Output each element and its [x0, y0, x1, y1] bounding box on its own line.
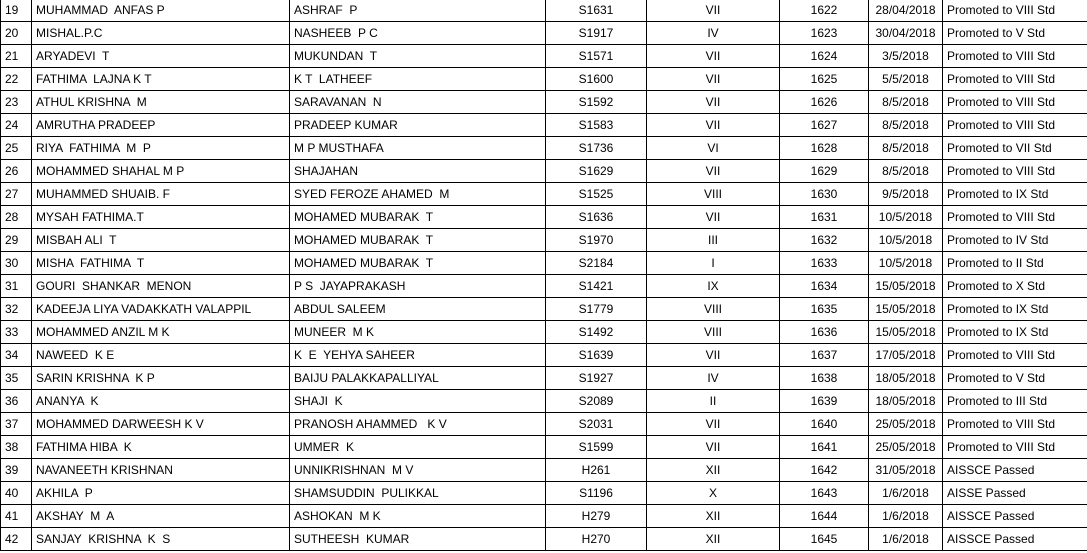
serial-number-cell: 30 — [1, 252, 32, 275]
table-row — [1, 367, 1087, 390]
tc-number-cell: 1643 — [780, 482, 869, 505]
table-row — [1, 68, 1087, 91]
serial-number-cell: 21 — [1, 45, 32, 68]
admission-number-cell: S1571 — [546, 45, 647, 68]
serial-number-cell: 33 — [1, 321, 32, 344]
student-name-cell: MOHAMMED ANZIL M K — [32, 321, 290, 344]
date-cell: 3/5/2018 — [869, 45, 943, 68]
admission-number-cell: S1970 — [546, 229, 647, 252]
table-row — [1, 160, 1087, 183]
remarks-cell: Promoted to V Std — [943, 22, 1087, 45]
tc-number-cell: 1645 — [780, 528, 869, 551]
tc-number-cell: 1625 — [780, 68, 869, 91]
admission-number-cell: S1196 — [546, 482, 647, 505]
remarks-cell: Promoted to V Std — [943, 367, 1087, 390]
student-name-cell: SARIN KRISHNA K P — [32, 367, 290, 390]
serial-number-cell: 35 — [1, 367, 32, 390]
class-cell: XII — [647, 528, 780, 551]
date-cell: 8/5/2018 — [869, 160, 943, 183]
student-name-cell: ARYADEVI T — [32, 45, 290, 68]
remarks-cell: Promoted to VIII Std — [943, 413, 1087, 436]
admission-number-cell: S1592 — [546, 91, 647, 114]
date-cell: 9/5/2018 — [869, 183, 943, 206]
class-cell: XII — [647, 505, 780, 528]
student-name-cell: AKHILA P — [32, 482, 290, 505]
parent-name-cell: MOHAMED MUBARAK T — [290, 252, 546, 275]
student-name-cell: NAVANEETH KRISHNAN — [32, 459, 290, 482]
parent-name-cell: SUTHEESH KUMAR — [290, 528, 546, 551]
parent-name-cell: SYED FEROZE AHAMED M — [290, 183, 546, 206]
parent-name-cell: ASHOKAN M K — [290, 505, 546, 528]
admission-number-cell: S2031 — [546, 413, 647, 436]
class-cell: I — [647, 252, 780, 275]
class-cell: IV — [647, 22, 780, 45]
admission-number-cell: S1421 — [546, 275, 647, 298]
class-cell: IX — [647, 275, 780, 298]
serial-number-cell: 41 — [1, 505, 32, 528]
date-cell: 25/05/2018 — [869, 436, 943, 459]
class-cell: VII — [647, 114, 780, 137]
tc-number-cell: 1628 — [780, 137, 869, 160]
table-row — [1, 22, 1087, 45]
admission-number-cell: S1629 — [546, 160, 647, 183]
student-name-cell: MOHAMMED DARWEESH K V — [32, 413, 290, 436]
tc-number-cell: 1640 — [780, 413, 869, 436]
admission-number-cell: S1492 — [546, 321, 647, 344]
table-row — [1, 459, 1087, 482]
serial-number-cell: 36 — [1, 390, 32, 413]
admission-number-cell: S1636 — [546, 206, 647, 229]
parent-name-cell: ABDUL SALEEM — [290, 298, 546, 321]
table-row — [1, 505, 1087, 528]
parent-name-cell: SHAJAHAN — [290, 160, 546, 183]
serial-number-cell: 38 — [1, 436, 32, 459]
date-cell: 28/04/2018 — [869, 0, 943, 22]
student-name-cell: FATHIMA HIBA K — [32, 436, 290, 459]
table-row — [1, 137, 1087, 160]
serial-number-cell: 31 — [1, 275, 32, 298]
parent-name-cell: SHAMSUDDIN PULIKKAL — [290, 482, 546, 505]
date-cell: 17/05/2018 — [869, 344, 943, 367]
student-name-cell: FATHIMA LAJNA K T — [32, 68, 290, 91]
class-cell: VII — [647, 206, 780, 229]
remarks-cell: Promoted to VIII Std — [943, 45, 1087, 68]
class-cell: VIII — [647, 298, 780, 321]
tc-number-cell: 1632 — [780, 229, 869, 252]
date-cell: 1/6/2018 — [869, 528, 943, 551]
remarks-cell: Promoted to VIII Std — [943, 160, 1087, 183]
table-row — [1, 344, 1087, 367]
class-cell: X — [647, 482, 780, 505]
remarks-cell: Promoted to VII Std — [943, 137, 1087, 160]
student-name-cell: ATHUL KRISHNA M — [32, 91, 290, 114]
date-cell: 8/5/2018 — [869, 91, 943, 114]
student-name-cell: GOURI SHANKAR MENON — [32, 275, 290, 298]
admission-number-cell: S1736 — [546, 137, 647, 160]
parent-name-cell: MOHAMED MUBARAK T — [290, 206, 546, 229]
table-row — [1, 528, 1087, 551]
admission-number-cell: S2089 — [546, 390, 647, 413]
table-row — [1, 0, 1087, 22]
remarks-cell: Promoted to VIII Std — [943, 436, 1087, 459]
tc-number-cell: 1633 — [780, 252, 869, 275]
date-cell: 31/05/2018 — [869, 459, 943, 482]
student-name-cell: SANJAY KRISHNA K S — [32, 528, 290, 551]
date-cell: 8/5/2018 — [869, 137, 943, 160]
admission-number-cell: S1600 — [546, 68, 647, 91]
date-cell: 8/5/2018 — [869, 114, 943, 137]
serial-number-cell: 23 — [1, 91, 32, 114]
student-name-cell: AMRUTHA PRADEEP — [32, 114, 290, 137]
admission-number-cell: S1779 — [546, 298, 647, 321]
serial-number-cell: 29 — [1, 229, 32, 252]
parent-name-cell: UNNIKRISHNAN M V — [290, 459, 546, 482]
date-cell: 18/05/2018 — [869, 367, 943, 390]
parent-name-cell: MOHAMED MUBARAK T — [290, 229, 546, 252]
student-name-cell: MYSAH FATHIMA.T — [32, 206, 290, 229]
table-row — [1, 114, 1087, 137]
tc-number-cell: 1622 — [780, 0, 869, 22]
remarks-cell: Promoted to IX Std — [943, 298, 1087, 321]
class-cell: III — [647, 229, 780, 252]
serial-number-cell: 25 — [1, 137, 32, 160]
remarks-cell: Promoted to VIII Std — [943, 114, 1087, 137]
admission-number-cell: S1583 — [546, 114, 647, 137]
parent-name-cell: MUKUNDAN T — [290, 45, 546, 68]
class-cell: VII — [647, 436, 780, 459]
date-cell: 15/05/2018 — [869, 275, 943, 298]
admission-number-cell: H261 — [546, 459, 647, 482]
admission-number-cell: S1917 — [546, 22, 647, 45]
serial-number-cell: 34 — [1, 344, 32, 367]
tc-number-cell: 1635 — [780, 298, 869, 321]
tc-number-cell: 1627 — [780, 114, 869, 137]
parent-name-cell: K E YEHYA SAHEER — [290, 344, 546, 367]
tc-number-cell: 1637 — [780, 344, 869, 367]
tc-number-cell: 1644 — [780, 505, 869, 528]
table-row — [1, 482, 1087, 505]
remarks-cell: Promoted to VIII Std — [943, 0, 1087, 22]
student-name-cell: MISBAH ALI T — [32, 229, 290, 252]
parent-name-cell: UMMER K — [290, 436, 546, 459]
admission-number-cell: H270 — [546, 528, 647, 551]
date-cell: 1/6/2018 — [869, 482, 943, 505]
parent-name-cell: SARAVANAN N — [290, 91, 546, 114]
class-cell: XII — [647, 459, 780, 482]
class-cell: VIII — [647, 183, 780, 206]
admission-number-cell: S1599 — [546, 436, 647, 459]
date-cell: 10/5/2018 — [869, 206, 943, 229]
table-row — [1, 275, 1087, 298]
table-row — [1, 390, 1087, 413]
admission-number-cell: H279 — [546, 505, 647, 528]
date-cell: 10/5/2018 — [869, 252, 943, 275]
student-name-cell: MOHAMMED SHAHAL M P — [32, 160, 290, 183]
table-row — [1, 413, 1087, 436]
class-cell: VII — [647, 45, 780, 68]
table-row — [1, 252, 1087, 275]
tc-number-cell: 1629 — [780, 160, 869, 183]
parent-name-cell: P S JAYAPRAKASH — [290, 275, 546, 298]
class-cell: VII — [647, 0, 780, 22]
class-cell: VII — [647, 91, 780, 114]
serial-number-cell: 22 — [1, 68, 32, 91]
serial-number-cell: 42 — [1, 528, 32, 551]
tc-number-cell: 1631 — [780, 206, 869, 229]
remarks-cell: AISSCE Passed — [943, 505, 1087, 528]
tc-number-cell: 1639 — [780, 390, 869, 413]
admission-number-cell: S2184 — [546, 252, 647, 275]
tc-number-cell: 1638 — [780, 367, 869, 390]
class-cell: VIII — [647, 321, 780, 344]
student-name-cell: AKSHAY M A — [32, 505, 290, 528]
tc-number-cell: 1641 — [780, 436, 869, 459]
admission-number-cell: S1631 — [546, 0, 647, 22]
serial-number-cell: 19 — [1, 0, 32, 22]
table-row — [1, 321, 1087, 344]
remarks-cell: Promoted to IV Std — [943, 229, 1087, 252]
tc-number-cell: 1624 — [780, 45, 869, 68]
class-cell: VII — [647, 160, 780, 183]
parent-name-cell: BAIJU PALAKKAPALLIYAL — [290, 367, 546, 390]
serial-number-cell: 39 — [1, 459, 32, 482]
admission-number-cell: S1525 — [546, 183, 647, 206]
class-cell: II — [647, 390, 780, 413]
table-row — [1, 206, 1087, 229]
remarks-cell: Promoted to IX Std — [943, 321, 1087, 344]
remarks-cell: Promoted to X Std — [943, 275, 1087, 298]
parent-name-cell: PRANOSH AHAMMED K V — [290, 413, 546, 436]
parent-name-cell: NASHEEB P C — [290, 22, 546, 45]
serial-number-cell: 20 — [1, 22, 32, 45]
remarks-cell: Promoted to IX Std — [943, 183, 1087, 206]
parent-name-cell: SHAJI K — [290, 390, 546, 413]
serial-number-cell: 26 — [1, 160, 32, 183]
serial-number-cell: 24 — [1, 114, 32, 137]
table-row — [1, 183, 1087, 206]
date-cell: 30/04/2018 — [869, 22, 943, 45]
remarks-cell: Promoted to VIII Std — [943, 206, 1087, 229]
admission-number-cell: S1639 — [546, 344, 647, 367]
serial-number-cell: 32 — [1, 298, 32, 321]
date-cell: 1/6/2018 — [869, 505, 943, 528]
tc-number-cell: 1642 — [780, 459, 869, 482]
student-name-cell: RIYA FATHIMA M P — [32, 137, 290, 160]
date-cell: 15/05/2018 — [869, 321, 943, 344]
date-cell: 5/5/2018 — [869, 68, 943, 91]
table-body — [1, 0, 1087, 551]
student-name-cell: NAWEED K E — [32, 344, 290, 367]
table-row — [1, 298, 1087, 321]
remarks-cell: AISSCE Passed — [943, 459, 1087, 482]
remarks-cell: Promoted to VIII Std — [943, 344, 1087, 367]
date-cell: 18/05/2018 — [869, 390, 943, 413]
student-name-cell: MUHAMMAD ANFAS P — [32, 0, 290, 22]
remarks-cell: Promoted to VIII Std — [943, 68, 1087, 91]
tc-number-cell: 1636 — [780, 321, 869, 344]
parent-name-cell: ASHRAF P — [290, 0, 546, 22]
table-row — [1, 45, 1087, 68]
serial-number-cell: 27 — [1, 183, 32, 206]
class-cell: VII — [647, 68, 780, 91]
tc-number-cell: 1626 — [780, 91, 869, 114]
remarks-cell: Promoted to II Std — [943, 252, 1087, 275]
student-name-cell: KADEEJA LIYA VADAKKATH VALAPPIL — [32, 298, 290, 321]
student-name-cell: ANANYA K — [32, 390, 290, 413]
admission-number-cell: S1927 — [546, 367, 647, 390]
date-cell: 10/5/2018 — [869, 229, 943, 252]
remarks-cell: Promoted to III Std — [943, 390, 1087, 413]
table-row — [1, 436, 1087, 459]
student-name-cell: MISHAL.P.C — [32, 22, 290, 45]
table-row — [1, 229, 1087, 252]
class-cell: IV — [647, 367, 780, 390]
tc-number-cell: 1634 — [780, 275, 869, 298]
parent-name-cell: K T LATHEEF — [290, 68, 546, 91]
student-name-cell: MUHAMMED SHUAIB. F — [32, 183, 290, 206]
parent-name-cell: PRADEEP KUMAR — [290, 114, 546, 137]
remarks-cell: AISSCE Passed — [943, 528, 1087, 551]
serial-number-cell: 40 — [1, 482, 32, 505]
date-cell: 15/05/2018 — [869, 298, 943, 321]
parent-name-cell: MUNEER M K — [290, 321, 546, 344]
table-row — [1, 91, 1087, 114]
date-cell: 25/05/2018 — [869, 413, 943, 436]
remarks-cell: Promoted to VIII Std — [943, 91, 1087, 114]
tc-number-cell: 1630 — [780, 183, 869, 206]
parent-name-cell: M P MUSTHAFA — [290, 137, 546, 160]
student-name-cell: MISHA FATHIMA T — [32, 252, 290, 275]
class-cell: VII — [647, 344, 780, 367]
serial-number-cell: 37 — [1, 413, 32, 436]
tc-number-cell: 1623 — [780, 22, 869, 45]
class-cell: VII — [647, 413, 780, 436]
serial-number-cell: 28 — [1, 206, 32, 229]
class-cell: VI — [647, 137, 780, 160]
remarks-cell: AISSE Passed — [943, 482, 1087, 505]
